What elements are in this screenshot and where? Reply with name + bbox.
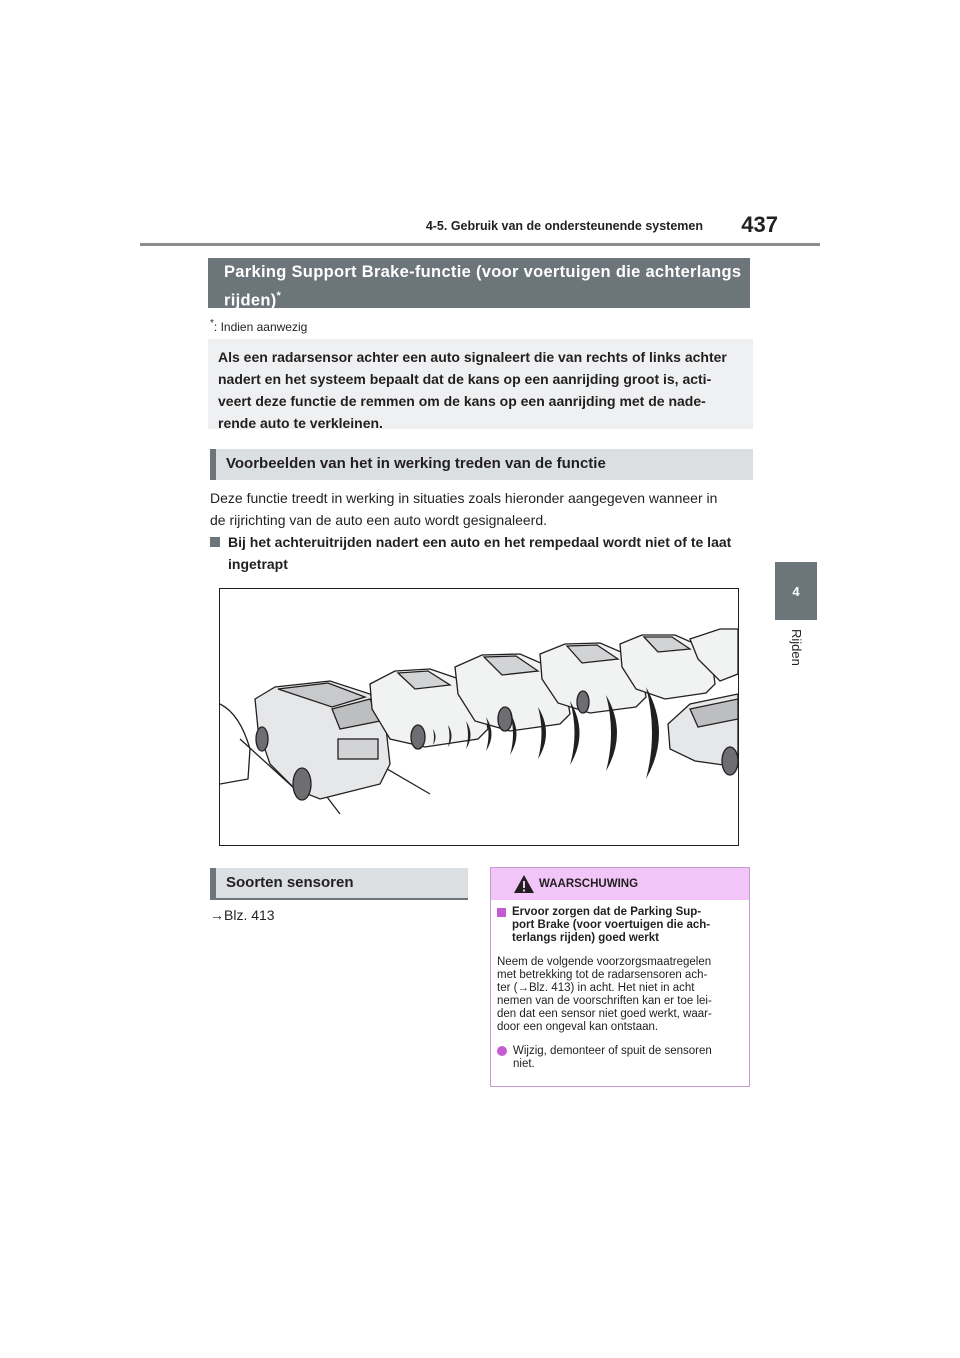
running-header-section: 4-5. Gebruik van de ondersteunende systemen — [425, 219, 703, 233]
section-heading-sensors: Soorten sensoren — [210, 868, 468, 899]
footnote-text: : Indien aanwezig — [213, 320, 308, 334]
warning-box — [490, 867, 750, 1087]
bullet-line: Bij het achteruitrijden nadert een auto en het rempedaal wordt niet of te laat — [228, 534, 732, 550]
footnote — [210, 318, 307, 334]
warning-bullet-line: Ervoor zorgen dat de Parking Sup- — [512, 906, 702, 918]
page-title — [208, 258, 750, 308]
warning-bullet-line: port Brake (voor voertuigen die ach- — [512, 919, 711, 931]
warning-text — [497, 956, 741, 1034]
parking-illustration — [219, 588, 739, 846]
paragraph-line: Deze functie treedt in werking in situaties zoals hieronder aangegeven wanneer in — [210, 490, 718, 506]
section-underline — [210, 898, 468, 900]
warning-heading: WAARSCHUWING — [539, 878, 639, 890]
warning-bullet — [497, 906, 741, 945]
chapter-label-text: Rijden — [789, 629, 804, 666]
warning-text-line: ter (→Blz. 413) in acht. Het niet in acht — [497, 982, 695, 994]
page-reference-link[interactable]: →Blz. 413 — [210, 907, 275, 923]
page-number: 437 — [741, 212, 778, 237]
info-line: Als een radarsensor achter een auto signaleert die van rechts of links achter — [218, 349, 727, 365]
info-box — [208, 339, 753, 429]
warning-triangle-icon — [513, 874, 535, 894]
info-line: veert deze functie de remmen om de kans op een aanrijding met de nade- — [218, 393, 706, 409]
chapter-label — [772, 625, 820, 685]
warning-text-line: nemen van de voorschriften kan er toe lei- — [497, 995, 712, 1007]
paragraph-line: de rijrichting van de auto een auto wordt gesignaleerd. — [210, 512, 547, 528]
warning-dot-item — [497, 1045, 741, 1071]
warning-header — [491, 868, 749, 900]
section-heading-examples: Voorbeelden van het in werking treden van de functie — [210, 449, 753, 480]
title-asterisk: * — [276, 290, 282, 302]
warning-dot-line: Wijzig, demonteer of spuit de sensoren — [513, 1045, 712, 1057]
info-line: rende auto te verkleinen. — [218, 415, 383, 431]
chapter-tab — [775, 562, 817, 620]
warning-text-line: den dat een sensor niet goed werkt, waar- — [497, 1008, 712, 1020]
bullet-item — [210, 531, 755, 575]
chapter-number: 4 — [792, 583, 800, 599]
info-line: nadert en het systeem bepaalt dat de kans op een aanrijding groot is, acti- — [218, 371, 712, 387]
parking-illustration-drawing — [220, 589, 738, 845]
page-title-text: Parking Support Brake-functie (voor voertuigen die achterlangs rijden) — [224, 263, 742, 310]
bullet-square-icon — [210, 537, 220, 547]
header-rule — [140, 243, 820, 246]
warning-dot-line: niet. — [513, 1058, 535, 1070]
section-paragraph — [210, 487, 755, 531]
warning-text-line: met betrekking tot de radarsensoren ach- — [497, 969, 708, 981]
warning-bullet-line: terlangs rijden) goed werkt — [512, 932, 659, 944]
footnote-mark: * — [210, 318, 214, 329]
bullet-line: ingetrapt — [228, 556, 288, 572]
warning-dot-icon — [497, 1046, 507, 1056]
warning-bullet-square-icon — [497, 908, 506, 917]
warning-text-line: door een ongeval kan ontstaan. — [497, 1021, 659, 1033]
warning-text-line: Neem de volgende voorzorgsmaatregelen — [497, 956, 712, 968]
